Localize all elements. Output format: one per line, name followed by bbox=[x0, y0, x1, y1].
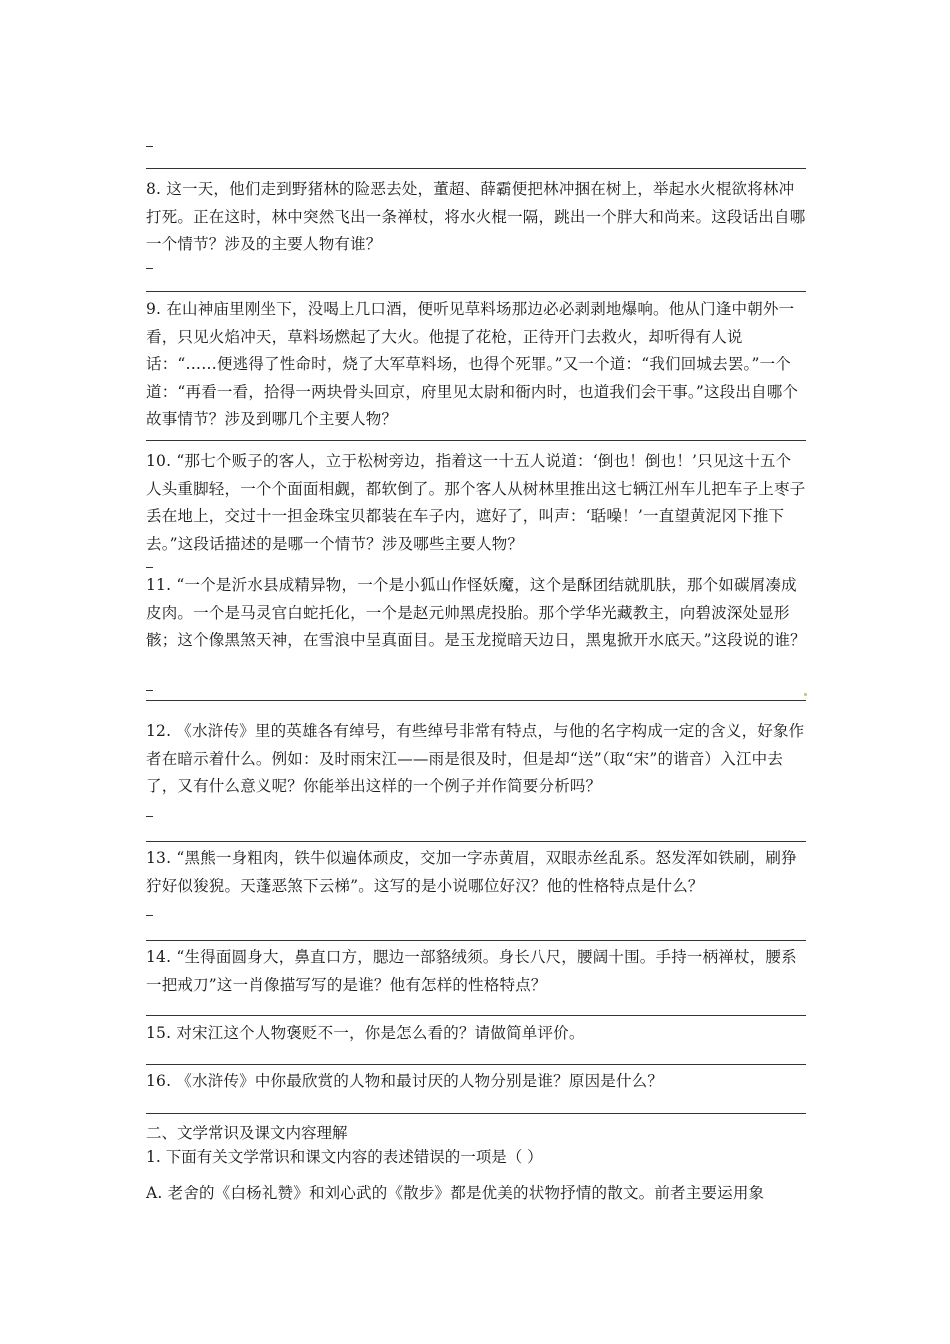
answer-dash bbox=[146, 268, 153, 269]
answer-line bbox=[146, 168, 806, 169]
answer-dash bbox=[146, 816, 153, 817]
answer-line bbox=[146, 940, 806, 941]
question-12: 12. 《水浒传》里的英雄各有绰号，有些绰号非常有特点，与他的名字构成一定的含义，好象作者在暗示着什么。例如：及时雨宋江——雨是很及时，但是却“送”（取“宋”的谐音）入江中去了，又有什么意义呢？你能举出这样的一个例子并作简要分析吗？ bbox=[146, 722, 805, 795]
question-15: 15. 对宋江这个人物褒贬不一，你是怎么看的？请做简单评价。 bbox=[146, 1024, 585, 1042]
question-8: 8. 这一天，他们走到野猪林的险恶去处，董超、薛霸便把林冲捆在树上，举起水火棍欲将林冲打死。正在这时，林中突然飞出一条禅杖，将水火棍一隔，跳出一个胖大和尚来。这段话出自哪一个情节？涉及的主要人物有谁？ bbox=[146, 180, 806, 253]
question-13: 13. “黑熊一身粗肉，铁牛似遍体顽皮，交加一字赤黄眉，双眼赤丝乱系。怒发浑如铁刷，刷狰狞好似狻猊。天蓬恶煞下云梯”。这写的是小说哪位好汉？他的性格特点是什么？ bbox=[146, 849, 797, 895]
answer-line bbox=[146, 1113, 806, 1114]
question-9: 9. 在山神庙里刚坐下，没喝上几口酒，便听见草料场那边必必剥剥地爆响。他从门逢中朝外一看，只见火焰冲天，草料场燃起了大火。他提了花枪，正待开门去救火，却听得有人说话：“……便逃得了性命时，烧了大军草料场，也得个死罪。”又一个道：“我们回城去罢。”一个道：“再看一看，拾得一两块骨头回京，府里见太尉和衙内时，也道我们会干事。”这段出自哪个故事情节？涉及到哪几个主要人物？ bbox=[146, 300, 799, 428]
option-a: A. 老舍的《白杨礼赞》和刘心武的《散步》都是优美的状物抒情的散文。前者主要运用象 bbox=[146, 1184, 765, 1202]
answer-line bbox=[146, 1064, 806, 1065]
answer-line bbox=[146, 841, 806, 842]
answer-line bbox=[146, 700, 806, 701]
question-10: 10. “那七个贩子的客人，立于松树旁边，指着这一十五人说道：‘倒也！倒也！’只见这十五个人头重脚轻，一个个面面相觑，都软倒了。那个客人从树林里推出这七辆江州车儿把车子上枣子丢在地上，交过十一担金珠宝贝都装在车子内，遮好了，叫声：‘聒噪！’一直望黄泥冈下推下去。”这段话描述的是哪一个情节？涉及哪些主要人物？ bbox=[146, 452, 806, 553]
answer-line bbox=[146, 291, 806, 292]
answer-line bbox=[146, 1015, 806, 1016]
answer-dash bbox=[146, 567, 153, 568]
mark-dot bbox=[804, 693, 807, 696]
answer-dash bbox=[146, 146, 153, 147]
answer-dash bbox=[146, 690, 153, 691]
question-14: 14. “生得面圆身大，鼻直口方，腮边一部貉绒须。身长八尺，腰阔十围。手持一柄禅杖，腰系一把戒刀”这一肖像描写写的是谁？他有怎样的性格特点？ bbox=[146, 948, 797, 994]
section-title: 二、文学常识及课文内容理解 bbox=[146, 1124, 348, 1142]
answer-line bbox=[146, 440, 806, 441]
question-11: 11. “一个是沂水县成精异物，一个是小狐山作怪妖魔，这个是酥团结就肌肤，那个如碳屑凑成皮肉。一个是马灵官白蛇托化，一个是赵元帅黑虎投胎。那个学华光藏教主，向碧波深处显形骸；这个像黑煞天神，在雪浪中呈真面目。是玉龙搅暗天边日，黑鬼掀开水底天。”这段说的谁？ bbox=[146, 576, 806, 649]
question-16: 16. 《水浒传》中你最欣赏的人物和最讨厌的人物分别是谁？原因是什么？ bbox=[146, 1072, 664, 1090]
question-1-stem: 1. 下面有关文学常识和课文内容的表述错误的一项是（ ） bbox=[146, 1148, 543, 1166]
answer-dash bbox=[146, 915, 153, 916]
